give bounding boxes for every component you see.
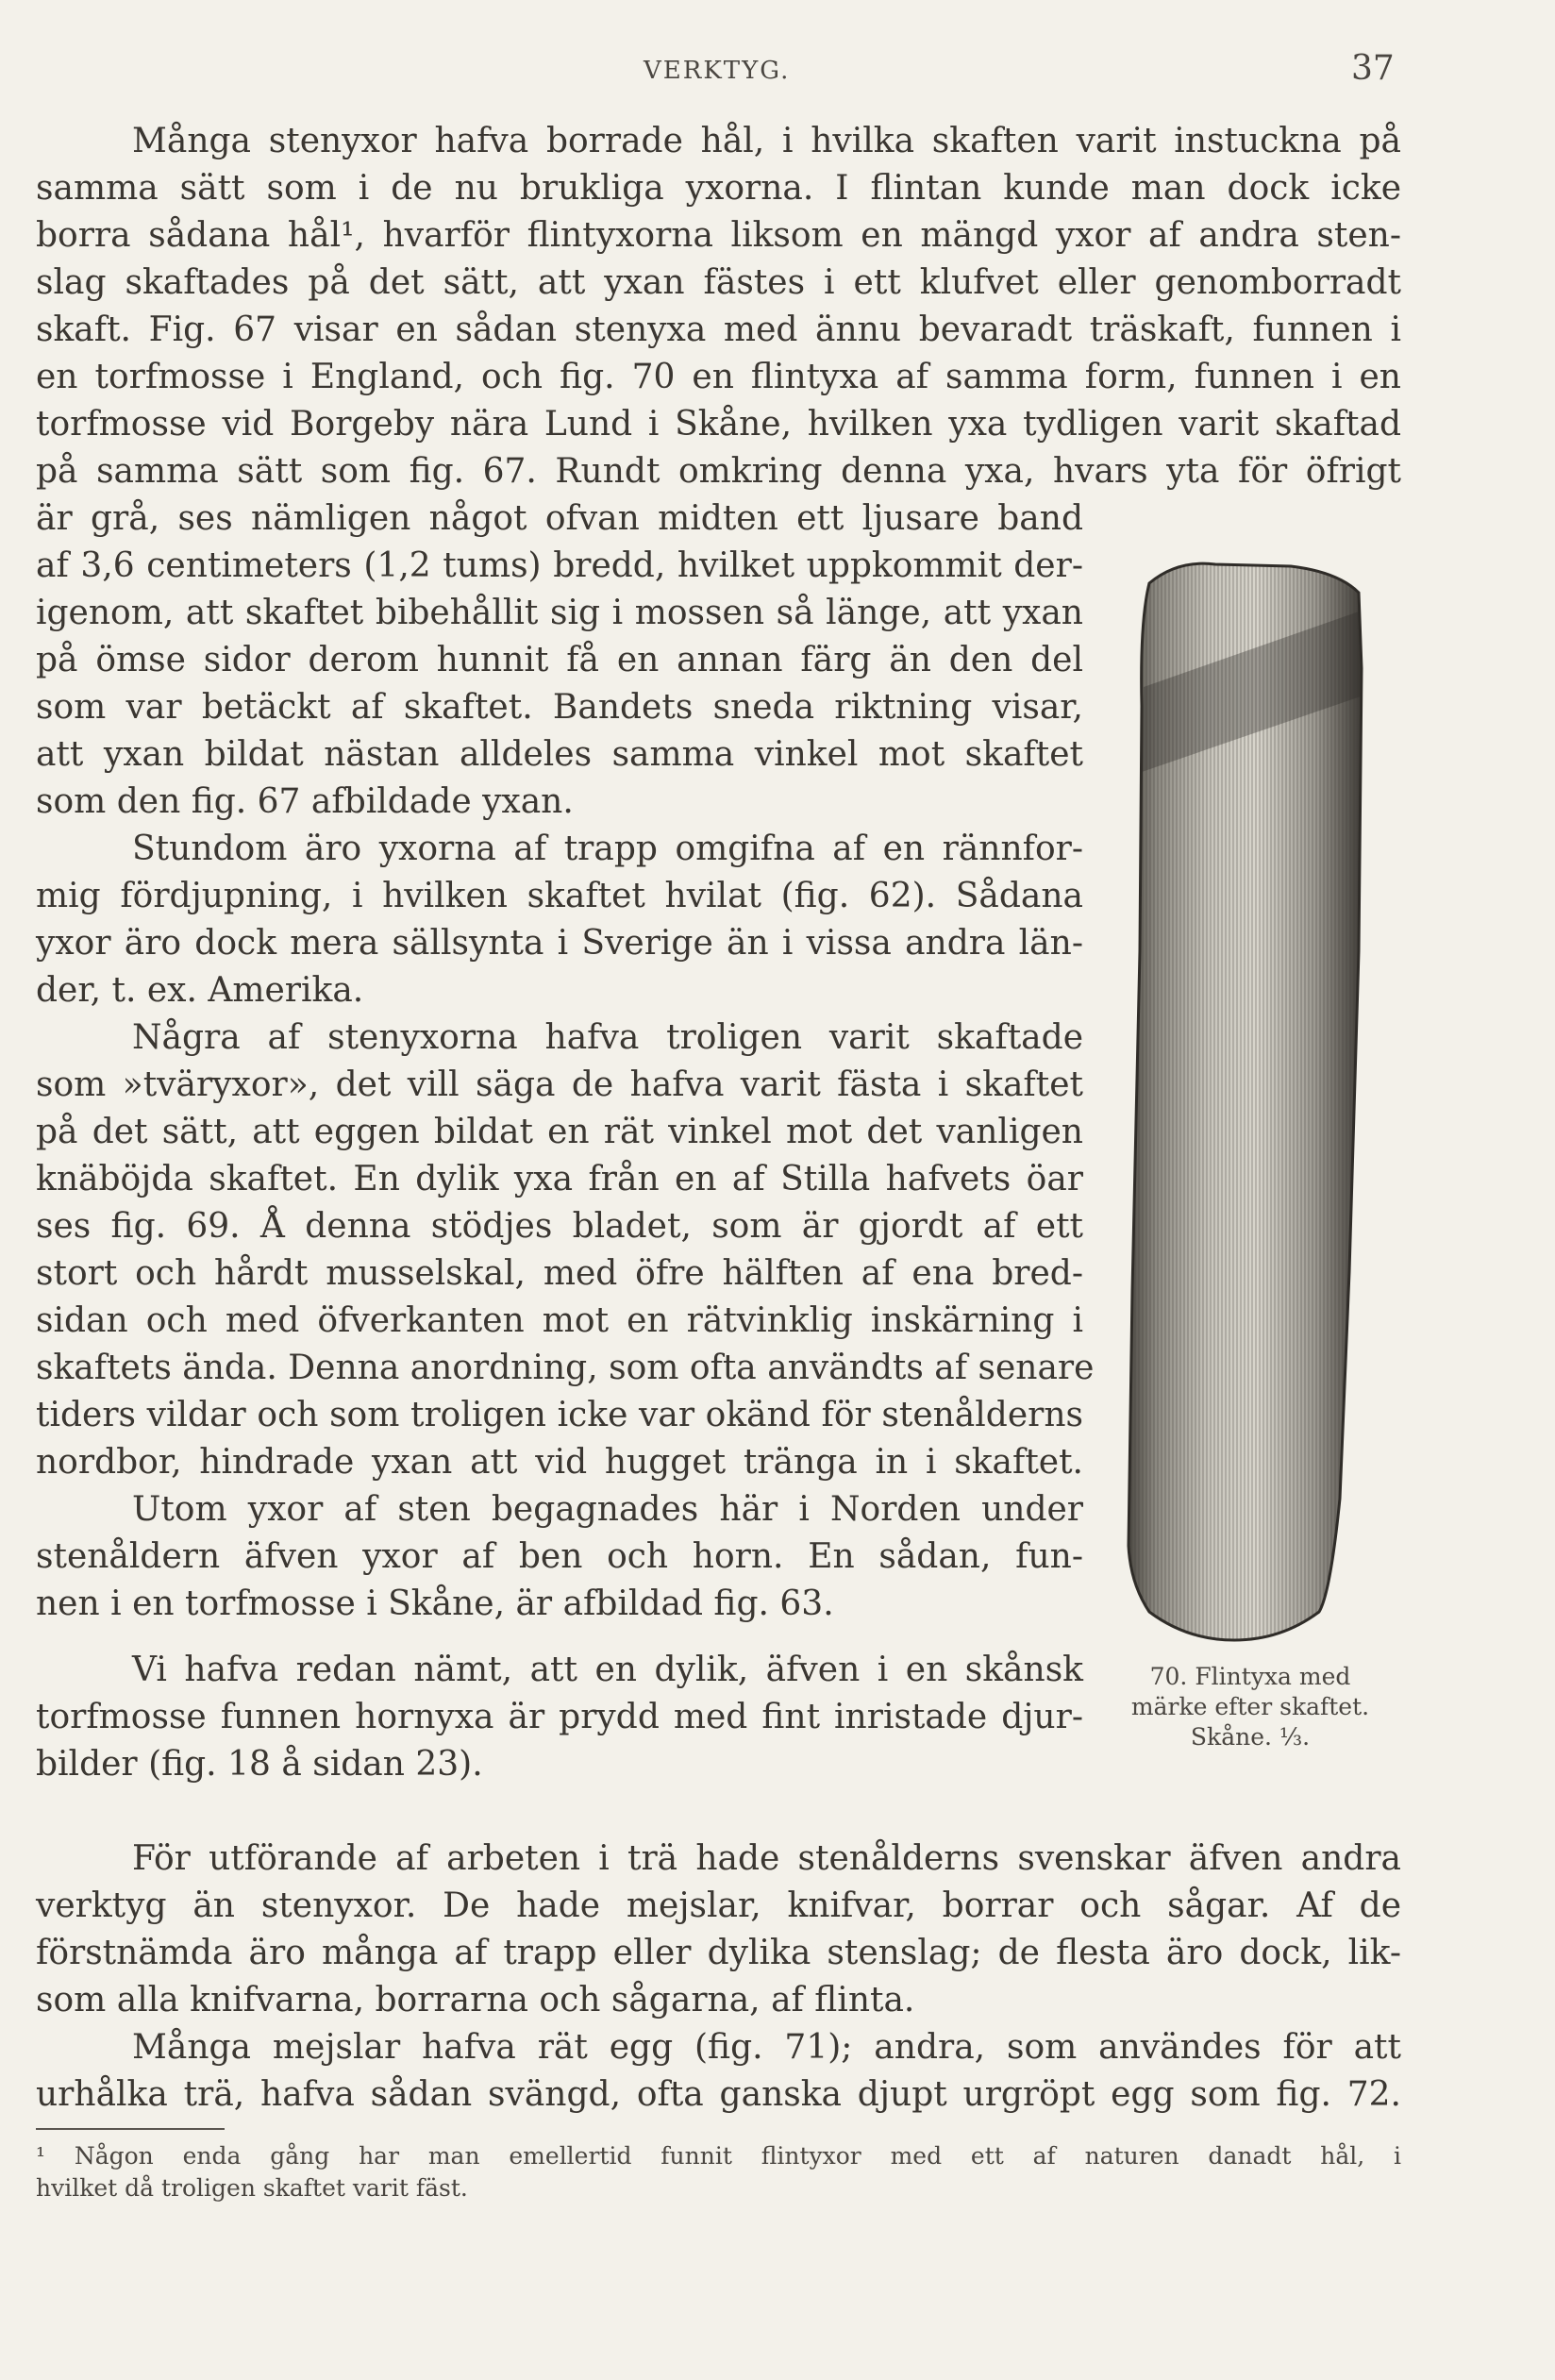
text-line: nordbor, hindrade yxan att vid hugget tränga in i skaftet. [36,1443,1083,1482]
text-line: som alla knifvarna, borrarna och sågarna, af flinta. [36,1981,915,2020]
text-line: förstnämda äro många af trapp eller dylika stenslag; de flesta äro dock, lik- [36,1934,1401,1972]
text-line: stenåldern äfven yxor af ben och horn. En sådan, fun- [36,1537,1083,1576]
text-line: Några af stenyxorna hafva troligen varit skaftade [132,1018,1083,1057]
running-head: VERKTYG. [644,57,791,85]
text-line: samma sätt som i de nu brukliga yxorna. I flintan kunde man dock icke [36,169,1401,208]
footnote-divider [36,2128,225,2130]
text-line: torfmosse funnen hornyxa är prydd med fint inristade djur- [36,1698,1083,1736]
text-line: slag skaftades på det sätt, att yxan fästes i ett klufvet eller genomborradt [36,263,1401,302]
text-line: att yxan bildat nästan alldeles samma vinkel mot skaftet [36,735,1083,774]
text-line: som den fig. 67 afbildade yxan. [36,782,574,821]
text-line: Många stenyxor hafva borrade hål, i hvilka skaften varit instuckna på [132,122,1401,160]
text-line: stort och hårdt musselskal, med öfre hälften af ena bred- [36,1254,1083,1293]
text-line: en torfmosse i England, och fig. 70 en flintyxa af samma form, funnen i en [36,358,1401,396]
text-line: borra sådana hål¹, hvarför flintyxorna liksom en mängd yxor af andra sten- [36,216,1401,255]
text-line: urhålka trä, hafva sådan svängd, ofta ganska djupt urgröpt egg som fig. 72. [36,2075,1401,2114]
text-line: Stundom äro yxorna af trapp omgifna af en rännfor- [132,830,1083,868]
text-line: nen i en torfmosse i Skåne, är afbildad fig. 63. [36,1584,834,1623]
text-line: på det sätt, att eggen bildat en rät vinkel mot det vanligen [36,1113,1083,1151]
text-line: bilder (fig. 18 å sidan 23). [36,1745,483,1784]
text-line: af 3,6 centimeters (1,2 tums) bredd, hvilket uppkommit der- [36,546,1083,585]
text-line: på ömse sidor derom hunnit få en annan färg än den del [36,641,1083,679]
text-line: som var betäckt af skaftet. Bandets sneda riktning visar, [36,688,1083,727]
text-line: tiders vildar och som troligen icke var okänd för stenålderns [36,1396,1083,1434]
flint-axe-illustration-icon [1112,555,1378,1648]
text-line: knäböjda skaftet. En dylik yxa från en af Stilla hafvets öar [36,1160,1083,1198]
text-line: För utförande af arbeten i trä hade stenålderns svenskar äfven andra [132,1839,1401,1878]
text-line: verktyg än stenyxor. De hade mejslar, knifvar, borrar och sågar. Af de [36,1886,1401,1925]
footnote-line: hvilket då troligen skaftet varit fäst. [36,2174,468,2202]
text-line: på samma sätt som fig. 67. Rundt omkring denna yxa, hvars yta för öfrigt [36,452,1401,491]
text-line: mig fördjupning, i hvilken skaftet hvilat (fig. 62). Sådana [36,877,1083,915]
figure-caption: 70. Flintyxa med [1149,1663,1351,1690]
page-number: 37 [1351,49,1395,88]
text-line: igenom, att skaftet bibehållit sig i mossen så länge, att yxan [36,594,1083,632]
text-line: är grå, ses nämligen något ofvan midten ett ljusare band [36,499,1083,538]
text-line: Utom yxor af sten begagnades här i Norden under [132,1490,1083,1529]
text-line: yxor äro dock mera sällsynta i Sverige än i vissa andra län- [36,924,1083,963]
figure-caption: märke efter skaftet. [1130,1693,1370,1720]
text-line: skaft. Fig. 67 visar en sådan stenyxa med ännu bevaradt träskaft, funnen i [36,310,1401,349]
text-line: som »tväryxor», det vill säga de hafva varit fästa i skaftet [36,1065,1083,1104]
text-line: der, t. ex. Amerika. [36,971,364,1010]
text-line: Många mejslar hafva rät egg (fig. 71); andra, som användes för att [132,2028,1401,2067]
text-line: ses fig. 69. Å denna stödjes bladet, som är gjordt af ett [36,1207,1083,1246]
text-line: skaftets ända. Denna anordning, som ofta användts af senare [36,1349,1095,1387]
text-line: Vi hafva redan nämt, att en dylik, äfven i en skånsk [132,1651,1083,1689]
footnote-line: ¹ Någon enda gång har man emellertid funnit flintyxor med ett af naturen danadt hål, i [36,2142,1401,2170]
text-line: torfmosse vid Borgeby nära Lund i Skåne, hvilken yxa tydligen varit skaftad [36,405,1401,444]
text-line: sidan och med öfverkanten mot en rätvinklig inskärning i [36,1301,1083,1340]
figure-caption: Skåne. ⅓. [1190,1723,1311,1751]
